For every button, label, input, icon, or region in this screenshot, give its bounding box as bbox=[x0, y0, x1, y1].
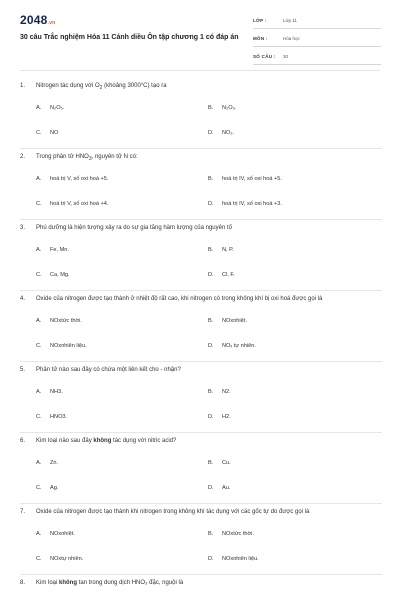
option-text: Ca, Mg. bbox=[50, 272, 70, 278]
answer-option-c[interactable] bbox=[36, 341, 87, 351]
option-label: A. bbox=[36, 460, 42, 466]
question-text-part: , nguyên tử N có: bbox=[91, 154, 138, 160]
answer-option-d[interactable] bbox=[208, 554, 259, 564]
option-label: C. bbox=[36, 130, 42, 136]
option-label: C. bbox=[36, 556, 42, 562]
question-number: 8. bbox=[20, 580, 26, 586]
option-label: C. bbox=[36, 485, 42, 491]
question-text bbox=[20, 578, 382, 592]
question-item bbox=[20, 362, 382, 433]
meta-label: MÔN : bbox=[253, 36, 268, 41]
meta-label: SỐ CÂU : bbox=[253, 54, 276, 59]
question-text bbox=[20, 294, 382, 308]
option-label: A. bbox=[36, 318, 42, 324]
question-text-part: Nitrogen tác dụng với O bbox=[36, 83, 100, 89]
question-text-bold: không bbox=[59, 580, 78, 586]
question-item bbox=[20, 575, 382, 599]
option-label: C. bbox=[36, 201, 42, 207]
option-label: B. bbox=[208, 247, 214, 253]
option-label: B. bbox=[208, 531, 214, 537]
question-text bbox=[20, 152, 382, 166]
answer-options bbox=[36, 379, 382, 425]
option-text: NH3. bbox=[50, 389, 63, 395]
option-label: A. bbox=[36, 176, 42, 182]
option-label: D. bbox=[208, 414, 214, 420]
answer-option-d[interactable] bbox=[208, 412, 231, 422]
option-text: NOxnhiệt. bbox=[222, 318, 247, 324]
answer-option-d[interactable] bbox=[208, 341, 256, 351]
option-label: A. bbox=[36, 105, 42, 111]
answer-option-c[interactable] bbox=[36, 199, 108, 209]
question-item bbox=[20, 291, 382, 362]
question-text-part: Kim loại nào sau đây bbox=[36, 438, 94, 444]
answer-option-b[interactable] bbox=[208, 174, 282, 184]
answer-option-d[interactable] bbox=[208, 270, 235, 280]
option-label: D. bbox=[208, 272, 214, 278]
option-label: A. bbox=[36, 389, 42, 395]
answer-option-b[interactable] bbox=[208, 103, 236, 113]
question-item bbox=[20, 504, 382, 575]
question-item bbox=[20, 433, 382, 504]
option-label: D. bbox=[208, 201, 214, 207]
meta-row-count bbox=[253, 50, 381, 65]
option-text: hoá trị V, số oxi hoá +5. bbox=[50, 176, 109, 182]
question-number: 6. bbox=[20, 438, 26, 444]
meta-row-class bbox=[253, 14, 381, 29]
question-text-part: Oxide của nitrogen được tạo thành ở nhiệt độ rất cao, khi nitrogen có trong không khí bị oxi hoá được gọi là bbox=[36, 296, 323, 302]
answer-options bbox=[36, 166, 382, 212]
answer-option-b[interactable] bbox=[208, 387, 231, 397]
answer-option-c[interactable] bbox=[36, 270, 70, 280]
option-text: NO bbox=[50, 130, 59, 136]
option-text: Zn. bbox=[50, 460, 59, 466]
option-text: hoá trị IV, số oxi hoá +5. bbox=[222, 176, 282, 182]
option-text: NOxtự nhiên. bbox=[50, 556, 84, 562]
question-text-part: Kim loại bbox=[36, 580, 60, 586]
option-text: N₂O₃. bbox=[222, 105, 237, 111]
answer-option-a[interactable] bbox=[36, 174, 108, 184]
site-logo[interactable] bbox=[20, 13, 55, 27]
question-text-part: Phú dưỡng là hiện tượng xảy ra do sự gia tăng hàm lượng của nguyên tố bbox=[36, 225, 232, 231]
answer-options bbox=[36, 521, 382, 567]
header-divider bbox=[20, 70, 380, 71]
option-text: NOxnhiên liệu. bbox=[222, 556, 259, 562]
question-number: 4. bbox=[20, 296, 26, 302]
option-text: HNO3. bbox=[50, 414, 68, 420]
document-title: 30 câu Trắc nghiệm Hóa 11 Cánh diều Ôn tập chương 1 có đáp án bbox=[20, 34, 239, 41]
option-label: B. bbox=[208, 389, 214, 395]
option-text: Cu. bbox=[222, 460, 231, 466]
option-text: Au. bbox=[222, 485, 231, 491]
answer-option-c[interactable] bbox=[36, 128, 58, 138]
question-number: 5. bbox=[20, 367, 26, 373]
answer-option-b[interactable] bbox=[208, 458, 231, 468]
meta-value: Lớp 11 bbox=[283, 18, 297, 23]
answer-options bbox=[36, 308, 382, 354]
meta-value: 30 bbox=[283, 54, 289, 59]
answer-option-d[interactable] bbox=[208, 199, 282, 209]
question-item bbox=[20, 220, 382, 291]
answer-option-a[interactable] bbox=[36, 316, 82, 326]
answer-options bbox=[36, 450, 382, 496]
answer-option-a[interactable] bbox=[36, 387, 63, 397]
option-text: NOxnhiệt. bbox=[50, 531, 75, 537]
answer-option-c[interactable] bbox=[36, 483, 58, 493]
question-item bbox=[20, 78, 382, 149]
answer-option-c[interactable] bbox=[36, 412, 67, 422]
option-label: C. bbox=[36, 343, 42, 349]
answer-option-b[interactable] bbox=[208, 529, 254, 539]
question-text-part: Oxide của nitrogen được tạo thành khi nitrogen trong không khí tác dụng với các gốc tự do được gọi là bbox=[36, 509, 310, 515]
question-number: 2. bbox=[20, 154, 26, 160]
question-text bbox=[20, 223, 382, 237]
option-label: A. bbox=[36, 247, 42, 253]
answer-option-d[interactable] bbox=[208, 483, 230, 493]
question-number: 1. bbox=[20, 83, 26, 89]
option-text: N, P. bbox=[222, 247, 234, 253]
option-text: Cl, F. bbox=[222, 272, 235, 278]
option-text: Fe, Mn. bbox=[50, 247, 69, 253]
option-text: NO₂. bbox=[222, 130, 235, 136]
question-text bbox=[20, 81, 382, 95]
meta-info bbox=[253, 14, 381, 68]
logo-main: 2048 bbox=[20, 13, 48, 27]
option-label: B. bbox=[208, 176, 214, 182]
question-text-part: (khoảng 3000°C) tạo ra bbox=[102, 83, 167, 89]
answer-options bbox=[36, 237, 382, 283]
question-text-part: Phân tử nào sau đây có chứa một liên kết cho - nhận? bbox=[36, 367, 181, 373]
option-text: N2. bbox=[222, 389, 231, 395]
option-text: NOxtức thời. bbox=[50, 318, 82, 324]
question-text bbox=[20, 436, 382, 450]
question-number: 3. bbox=[20, 225, 26, 231]
question-text bbox=[20, 365, 382, 379]
option-label: C. bbox=[36, 414, 42, 420]
option-label: B. bbox=[208, 460, 214, 466]
question-text-part: tan trong dung dịch HNO₃ đặc, nguội là bbox=[77, 580, 184, 586]
question-text-part: Trong phân tử HNO bbox=[36, 154, 89, 160]
option-text: NOxtức thời. bbox=[222, 531, 254, 537]
answer-option-b[interactable] bbox=[208, 245, 234, 255]
question-text-sub: 2 bbox=[99, 85, 103, 92]
option-text: hoá trị V, số oxi hoá +4. bbox=[50, 201, 109, 207]
meta-row-subject bbox=[253, 32, 381, 47]
meta-value: Hóa học bbox=[283, 36, 300, 41]
answer-option-a[interactable] bbox=[36, 103, 64, 113]
question-list bbox=[20, 78, 382, 599]
option-text: NOₓ tự nhiên. bbox=[222, 343, 256, 349]
answer-option-a[interactable] bbox=[36, 529, 75, 539]
option-text: Ag. bbox=[50, 485, 59, 491]
question-text-bold: không bbox=[93, 438, 112, 444]
question-text-sub: 3 bbox=[88, 156, 92, 163]
question-item bbox=[20, 149, 382, 220]
option-label: A. bbox=[36, 531, 42, 537]
option-label: D. bbox=[208, 130, 214, 136]
logo-sub: .vn bbox=[47, 20, 56, 26]
answer-option-c[interactable] bbox=[36, 554, 83, 564]
question-text bbox=[20, 507, 382, 521]
option-label: B. bbox=[208, 318, 214, 324]
answer-option-d[interactable] bbox=[208, 128, 234, 138]
answer-option-b[interactable] bbox=[208, 316, 247, 326]
meta-label: LỚP : bbox=[253, 18, 267, 23]
answer-options bbox=[36, 95, 382, 141]
option-label: D. bbox=[208, 556, 214, 562]
option-text: hoá trị IV, số oxi hoá +3. bbox=[222, 201, 282, 207]
option-label: C. bbox=[36, 272, 42, 278]
option-label: B. bbox=[208, 105, 214, 111]
answer-option-a[interactable] bbox=[36, 458, 58, 468]
answer-option-a[interactable] bbox=[36, 245, 69, 255]
option-label: D. bbox=[208, 485, 214, 491]
option-text: NOxnhiên liệu. bbox=[50, 343, 87, 349]
page-header bbox=[0, 0, 400, 68]
option-label: D. bbox=[208, 343, 214, 349]
option-text: H2. bbox=[222, 414, 231, 420]
question-text-part: tác dụng với nitric acid? bbox=[111, 438, 177, 444]
question-number: 7. bbox=[20, 509, 26, 515]
option-text: N₂O₅. bbox=[50, 105, 65, 111]
